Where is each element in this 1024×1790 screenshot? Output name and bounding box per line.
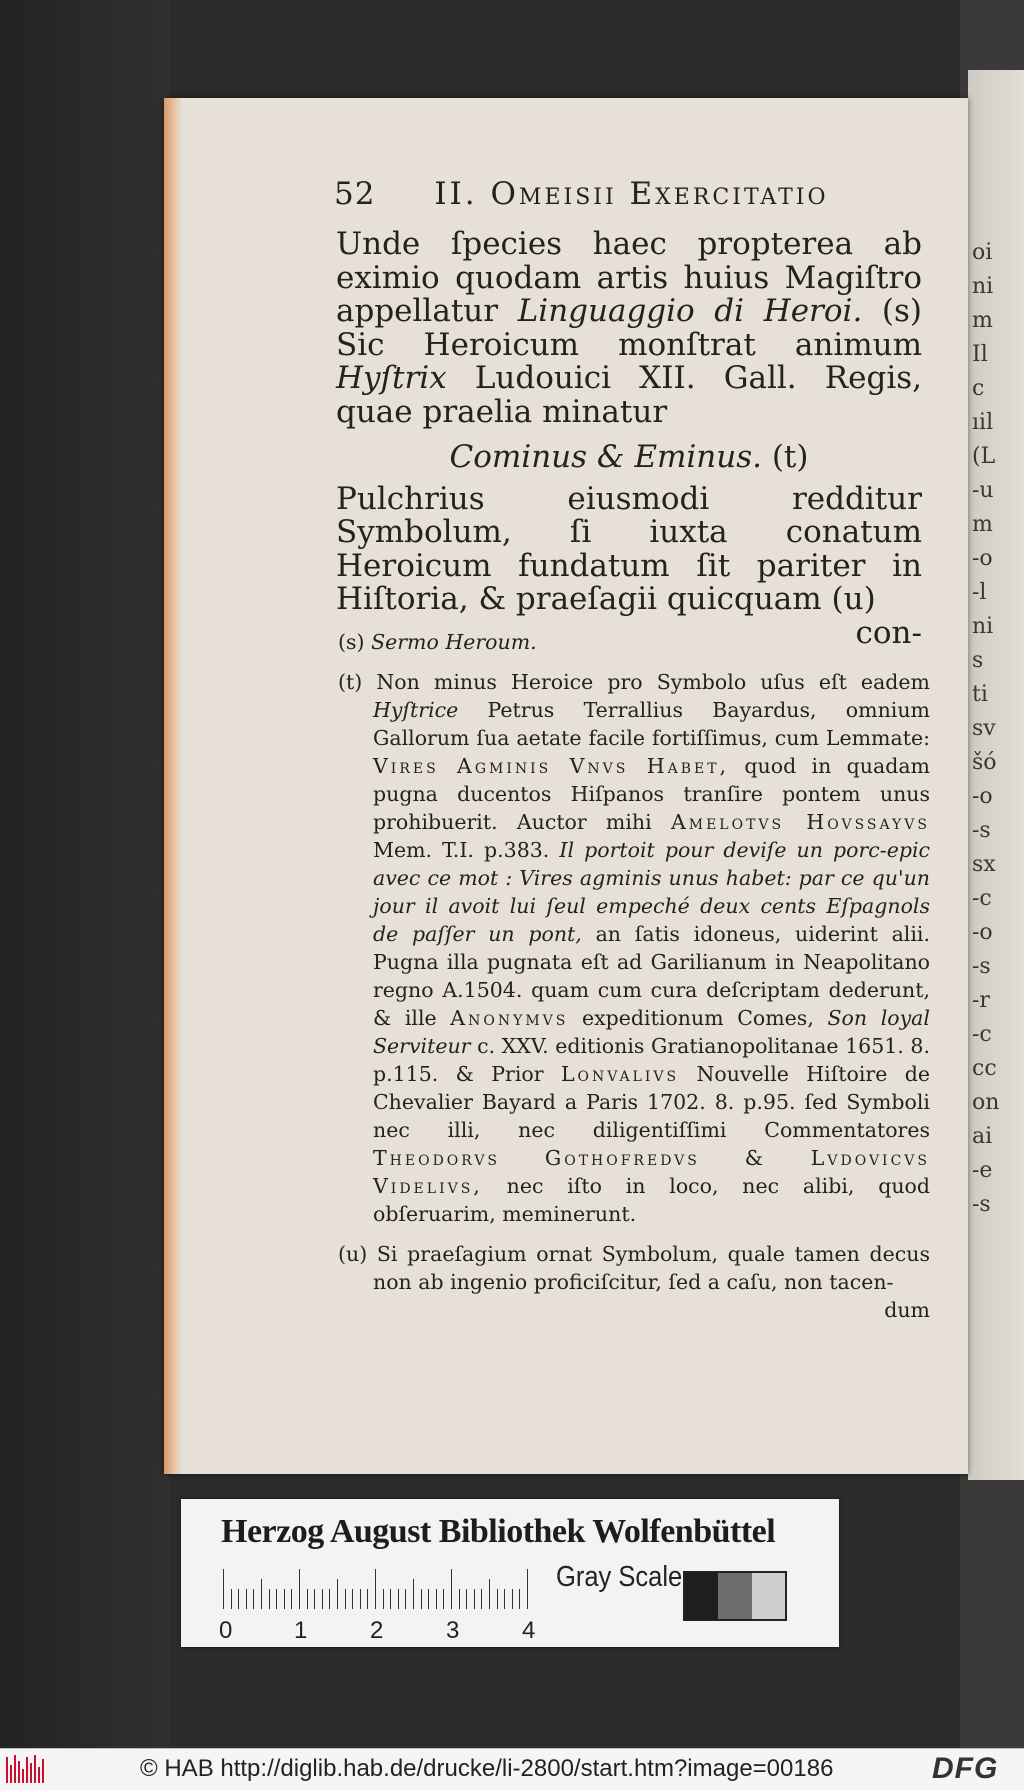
adjacent-page-fragment: -o bbox=[972, 920, 993, 945]
text-span: Mem. T.I. p.383. bbox=[373, 838, 550, 862]
footnote-s bbox=[338, 628, 930, 656]
ruler-tick bbox=[329, 1589, 330, 1609]
ruler-tick bbox=[307, 1589, 308, 1609]
text-span: expeditionum Comes, bbox=[581, 1006, 814, 1030]
running-header bbox=[334, 176, 829, 212]
ruler-tick bbox=[459, 1589, 460, 1609]
ruler-label: 1 bbox=[294, 1617, 308, 1644]
text-span: Petrus Terrallius Bayardus, omnium Gallorum ſua aetate facile fortiſſimus, cum Lemmate: bbox=[373, 698, 930, 750]
ruler-tick bbox=[405, 1589, 406, 1609]
dark-background-left bbox=[0, 0, 170, 1748]
ruler-tick bbox=[512, 1589, 513, 1609]
ruler-tick bbox=[314, 1589, 315, 1609]
adjacent-page-fragment: -u bbox=[972, 478, 994, 503]
ruler-tick bbox=[238, 1589, 239, 1609]
gray-patch bbox=[752, 1573, 785, 1619]
ruler-tick bbox=[375, 1569, 376, 1609]
text-span: Ludouici XII. Gall. Regis, quae praelia minatur bbox=[336, 360, 922, 430]
logo-bar bbox=[18, 1761, 20, 1783]
adjacent-page-fragment: šó bbox=[972, 750, 997, 775]
italic-word: Hyſtrice bbox=[373, 698, 459, 722]
text-span: an ſatis idoneus, uiderint alii. Pugna illa pugnata eſt ad Garilianum in Neapolitano regno A.1504. quam cum cura deſcriptam dederunt, & ille bbox=[373, 922, 930, 1030]
adjacent-page-fragment: -r bbox=[972, 988, 990, 1013]
small-caps-span: Anonymvs bbox=[450, 1006, 569, 1030]
ruler-tick bbox=[367, 1589, 368, 1609]
ruler-tick bbox=[231, 1589, 232, 1609]
ruler-tick bbox=[481, 1589, 482, 1609]
adjacent-page-fragment: Il bbox=[972, 342, 988, 367]
adjacent-page-fragment: cc bbox=[972, 1056, 997, 1081]
ruler-tick bbox=[443, 1589, 444, 1609]
ruler-label: 3 bbox=[446, 1617, 460, 1644]
small-caps-span: Vires Agminis Vnvs Habet, bbox=[373, 754, 730, 778]
logo-bar bbox=[42, 1759, 44, 1783]
ruler-tick bbox=[345, 1589, 346, 1609]
dfg-logo: DFG bbox=[932, 1752, 999, 1785]
ruler-tick bbox=[269, 1589, 270, 1609]
ruler-tick bbox=[223, 1569, 224, 1609]
text-span: Unde ſpecies haec propterea ab eximio quodam artis huius Magiſtro appellatur bbox=[336, 226, 922, 329]
adjacent-page-fragment: ni bbox=[972, 614, 994, 639]
ruler-tick bbox=[390, 1589, 391, 1609]
adjacent-page-fragment: sx bbox=[972, 852, 996, 877]
ruler-tick bbox=[398, 1589, 399, 1609]
paragraph-2: Pulchrius eiusmodi redditur Symbolum, ſi iuxta conatum Heroicum fundatum ſit pariter in Hiſtoria, & praeſagii quicquam (u) bbox=[336, 480, 922, 617]
adjacent-page-fragment: ti bbox=[972, 682, 988, 707]
italic-word: Hyſtrix bbox=[336, 360, 447, 396]
footnote-t-body bbox=[338, 668, 930, 1228]
logo-bar bbox=[30, 1763, 32, 1783]
logo-bar bbox=[14, 1755, 16, 1783]
ruler-tick bbox=[337, 1579, 338, 1609]
main-text bbox=[336, 228, 922, 650]
ruler-tick bbox=[360, 1589, 361, 1609]
ruler-tick bbox=[284, 1589, 285, 1609]
adjacent-page-fragment: oi bbox=[972, 240, 993, 265]
text-span: (s) Sic Heroicum monſtrat animum bbox=[336, 293, 923, 363]
ruler-tick bbox=[383, 1589, 384, 1609]
ruler-tick bbox=[299, 1569, 300, 1609]
catchword: con- bbox=[855, 614, 922, 651]
ruler-tick bbox=[519, 1589, 520, 1609]
text-span: Nouvelle Hiſtoire de Chevalier Bayard a Paris 1702. 8. p.95. ſed Symboli nec illi, nec diligentiſſimi Commentatores bbox=[373, 1062, 930, 1142]
adjacent-page-fragment: ai bbox=[972, 1124, 993, 1149]
adjacent-page-fragment: ıil bbox=[972, 410, 994, 435]
adjacent-page-fragment: ni bbox=[972, 274, 994, 299]
ruler-label: 4 bbox=[522, 1617, 536, 1644]
copyright-url[interactable]: © HAB http://diglib.hab.de/drucke/li-2800/start.htm?image=00186 bbox=[140, 1755, 834, 1782]
ruler-label: 0 bbox=[219, 1617, 233, 1644]
adjacent-page-fragment: -s bbox=[972, 1192, 991, 1217]
footnote-mark: (t) bbox=[338, 670, 363, 694]
text-span: quod in quadam pugna ducentos Hiſpanos tranſire pontem unus prohibuerit. Auctor mihi bbox=[373, 754, 930, 834]
ruler-tick bbox=[253, 1589, 254, 1609]
ruler-tick bbox=[421, 1589, 422, 1609]
ruler-tick bbox=[451, 1569, 452, 1609]
hab-logo-icon bbox=[6, 1755, 46, 1783]
text-span: Si praeſagium ornat Symbolum, quale tamen decus non ab ingenio proficiſcitur, ſed a caſu, non tacen- bbox=[373, 1242, 930, 1294]
color-calibration-card bbox=[181, 1499, 839, 1647]
footnote-mark: (s) bbox=[338, 630, 365, 654]
adjacent-page-fragment: -o bbox=[972, 784, 993, 809]
footnote-mark: (u) bbox=[338, 1242, 368, 1266]
logo-bar bbox=[38, 1767, 40, 1783]
footnote-u bbox=[338, 1240, 930, 1324]
gray-patch bbox=[685, 1573, 718, 1619]
footnote-t bbox=[338, 668, 930, 1228]
catchword: dum bbox=[884, 1298, 930, 1322]
adjacent-page-edge bbox=[968, 70, 1024, 1480]
ruler-tick bbox=[474, 1589, 475, 1609]
footer-bar bbox=[0, 1748, 1024, 1790]
adjacent-page-fragment: -l bbox=[972, 580, 987, 605]
ruler-tick bbox=[276, 1589, 277, 1609]
adjacent-page-fragment: -e bbox=[972, 1158, 993, 1183]
footnotes bbox=[338, 628, 930, 1336]
text-span: nec iſto in loco, nec alibi, quod obſeruarim, meminerunt. bbox=[373, 1174, 930, 1226]
small-caps-span: Lonvalivs bbox=[560, 1062, 680, 1086]
ruler-tick bbox=[352, 1589, 353, 1609]
ruler-label: 2 bbox=[370, 1617, 384, 1644]
motto-line bbox=[336, 441, 922, 475]
page-number: 52 bbox=[334, 176, 376, 212]
adjacent-page-fragment: -c bbox=[972, 886, 992, 911]
adjacent-page-fragment: s bbox=[972, 648, 984, 673]
scale-ruler bbox=[223, 1569, 537, 1609]
ruler-tick bbox=[261, 1579, 262, 1609]
ruler-tick bbox=[428, 1589, 429, 1609]
adjacent-page-fragment: sv bbox=[972, 716, 996, 741]
adjacent-page-fragment: -s bbox=[972, 954, 991, 979]
adjacent-page-fragment: -c bbox=[972, 1022, 992, 1047]
ruler-tick bbox=[504, 1589, 505, 1609]
page-gilded-edge bbox=[164, 98, 182, 1474]
adjacent-page-fragment: m bbox=[972, 308, 993, 333]
ruler-tick bbox=[527, 1569, 528, 1609]
footnote-u-body bbox=[338, 1240, 930, 1296]
small-caps-span: Theodorvs Gothofredvs & Lvdovicvs Videlivs, bbox=[373, 1146, 930, 1198]
ruler-tick bbox=[246, 1589, 247, 1609]
text-span: c. XXV. editionis Gratianopolitanae 1651. 8. p.115. & Prior bbox=[373, 1034, 930, 1086]
gray-patch bbox=[718, 1573, 751, 1619]
logo-bar bbox=[22, 1769, 24, 1783]
ruler-tick bbox=[497, 1589, 498, 1609]
logo-bar bbox=[26, 1757, 28, 1783]
adjacent-page-fragment: -o bbox=[972, 546, 993, 571]
ruler-tick bbox=[413, 1579, 414, 1609]
italic-phrase: Il portoit pour deviſe un porc-epic avec ce mot : Vires agminis unus habet: par ce qu'un jour il avoit lui ſeul empeché deux cents Eſpagnols de paſſer un pont, bbox=[373, 838, 930, 946]
motto: Cominus & Eminus. bbox=[449, 439, 762, 475]
text-span: Non minus Heroice pro Symbolo uſus eſt eadem bbox=[376, 670, 930, 694]
ruler-tick bbox=[322, 1589, 323, 1609]
footnote-text: Sermo Heroum. bbox=[371, 630, 537, 654]
adjacent-page-fragment: m bbox=[972, 512, 993, 537]
adjacent-page-fragment: on bbox=[972, 1090, 1000, 1115]
ruler-tick bbox=[436, 1589, 437, 1609]
running-title: II. Omeisii Exercitatio bbox=[434, 176, 829, 212]
adjacent-page-fragment: (L bbox=[972, 444, 996, 469]
adjacent-page-fragment: c bbox=[972, 376, 985, 401]
ruler-tick bbox=[466, 1589, 467, 1609]
paragraph-1 bbox=[336, 228, 922, 429]
library-name: Herzog August Bibliothek Wolfenbüttel bbox=[221, 1513, 776, 1550]
ruler-tick bbox=[291, 1589, 292, 1609]
logo-bar bbox=[34, 1755, 36, 1783]
small-caps-span: Amelotvs Hovssayvs bbox=[670, 810, 930, 834]
gray-scale-patches bbox=[683, 1571, 787, 1621]
adjacent-page-fragment: -s bbox=[972, 818, 991, 843]
ruler-tick bbox=[489, 1579, 490, 1609]
logo-bar bbox=[6, 1757, 8, 1783]
italic-phrase: Son loyal Serviteur bbox=[373, 1006, 930, 1058]
italic-phrase: Linguaggio di Heroi. bbox=[517, 293, 863, 329]
gray-scale-label: Gray Scale bbox=[556, 1561, 683, 1593]
logo-bar bbox=[10, 1765, 12, 1783]
motto-ref: (t) bbox=[771, 439, 809, 475]
